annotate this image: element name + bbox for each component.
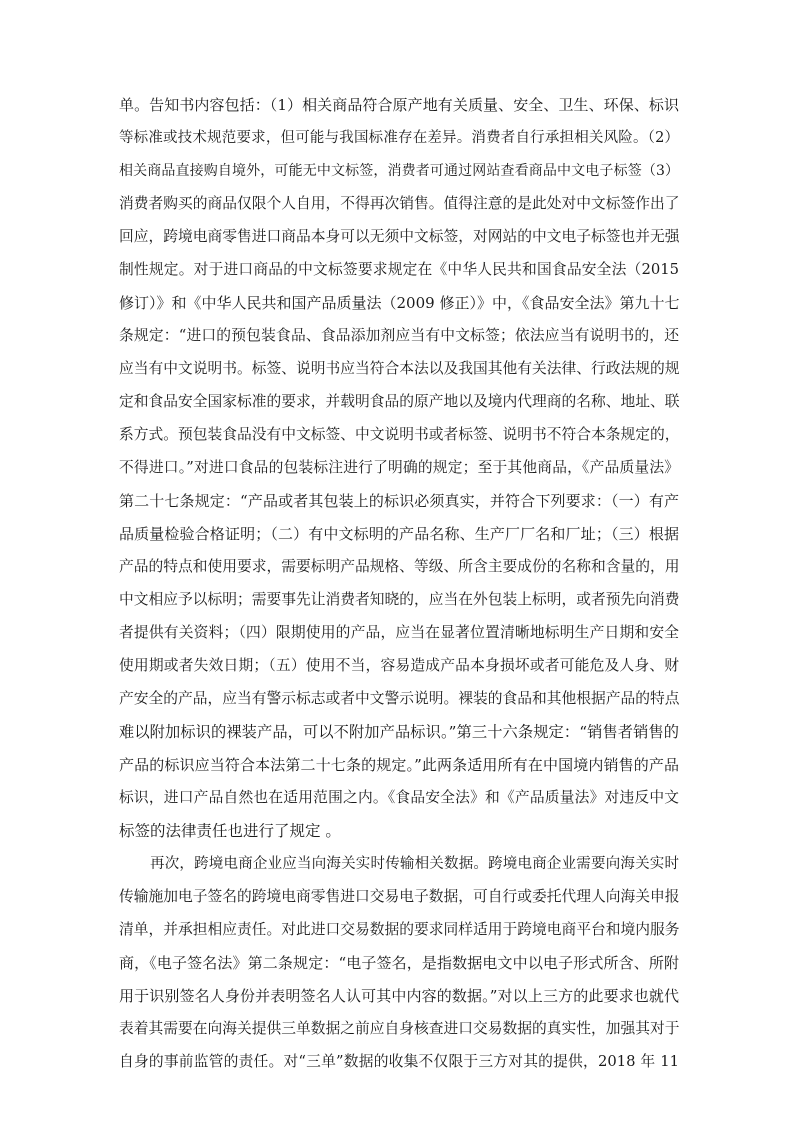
text-line: 用于识别签名人身份并表明签名人认可其中内容的数据。”对以上三方的此要求也就代: [119, 987, 679, 1005]
text-line: 中文相应予以标明；需要事先让消费者知晓的，应当在外包装上标明，或者预先向消费: [119, 591, 680, 608]
text-line: 难以附加标识的裸装产品，可以不附加产品标识。”第三十六条规定：“销售者销售的: [119, 723, 679, 741]
text-line: 自身的事前监管的责任。对“三单”数据的收集不仅限于三方对其的提供，2018 年 11: [119, 1053, 679, 1070]
text-line: 系方式。预包装食品没有中文标签、中文说明书或者标签、说明书不符合本条规定的，: [119, 426, 680, 443]
text-line: 传输施加电子签名的跨境电商零售进口交易电子数据，可自行或委托代理人向海关申报: [119, 888, 680, 905]
text-line: 消费者购买的商品仅限个人自用，不得再次销售。值得注意的是此处对中文标签作出了: [119, 195, 680, 212]
text-line: 使用期或者失效日期；（五）使用不当，容易造成产品本身损坏或者可能危及人身、财: [119, 657, 679, 674]
text-line: 不得进口。”对进口食品的包装标注进行了明确的规定；至于其他商品，《产品质量法》: [119, 459, 679, 476]
text-line: 产安全的产品，应当有警示标志或者中文警示说明。裸装的食品和其他根据产品的特点: [119, 690, 680, 707]
text-line: 应当有中文说明书。标签、说明书应当符合本法以及我国其他有关法律、行政法规的规: [119, 360, 680, 377]
text-line: 表着其需要在向海关提供三单数据之前应自身核查进口交易数据的真实性，加强其对于: [119, 1020, 680, 1037]
text-line: 制性规定。对于进口商品的中文标签要求规定在《中华人民共和国食品安全法（2015: [119, 261, 679, 278]
text-line: 条规定：“进口的预包装食品、食品添加剂应当有中文标签；依法应当有说明书的，还: [119, 327, 679, 344]
text-line: 等标准或技术规范要求，但可能与我国标准存在差异。消费者自行承担相关风险。（2）: [119, 130, 679, 146]
text-line: 清单，并承担相应责任。对此进口交易数据的要求同样适用于跨境电商平台和境内服务: [119, 921, 680, 938]
text-line: 者提供有关资料；（四）限期使用的产品，应当在显著位置清晰地标明生产日期和安全: [119, 624, 679, 641]
text-line: 回应，跨境电商零售进口商品本身可以无须中文标签，对网站的中文电子标签也并无强: [119, 228, 680, 245]
text-line: 商，《电子签名法》第二条规定：“电子签名，是指数据电文中以电子形式所含、所附: [119, 954, 679, 972]
text-line: 产品的标识应当符合本法第二十七条的规定。”此两条适用所有在中国境内销售的产品: [119, 756, 679, 774]
text-line: 品质量检验合格证明；（二）有中文标明的产品名称、生产厂厂名和厂址；（三）根据: [119, 525, 679, 543]
paragraph-first-line: 再次，跨境电商企业应当向海关实时传输相关数据。跨境电商企业需要向海关实时: [150, 856, 679, 872]
text-line: 修订）》和《中华人民共和国产品质量法（2009 修正）》中，《食品安全法》第九十七: [119, 294, 680, 312]
text-line: 相关商品直接购自境外，可能无中文标签，消费者可通过网站查看商品中文电子标签（3）: [119, 163, 679, 179]
text-line: 定和食品安全国家标准的要求，并载明食品的原产地以及境内代理商的名称、地址、联: [119, 393, 680, 410]
text-line: 标识，进口产品自然也在适用范围之内。《食品安全法》和《产品质量法》对违反中文: [119, 789, 679, 806]
text-line: 单。告知书内容包括：（1）相关商品符合原产地有关质量、安全、卫生、环保、标识: [119, 96, 679, 114]
paragraph-end-line: 标签的法律责任也进行了规定 。: [119, 822, 341, 840]
text-line: 第二十七条规定：“产品或者其包装上的标识必须真实，并符合下列要求：（一）有产: [119, 492, 679, 510]
text-line: 产品的特点和使用要求，需要标明产品规格、等级、所含主要成份的名称和含量的，用: [119, 558, 680, 575]
